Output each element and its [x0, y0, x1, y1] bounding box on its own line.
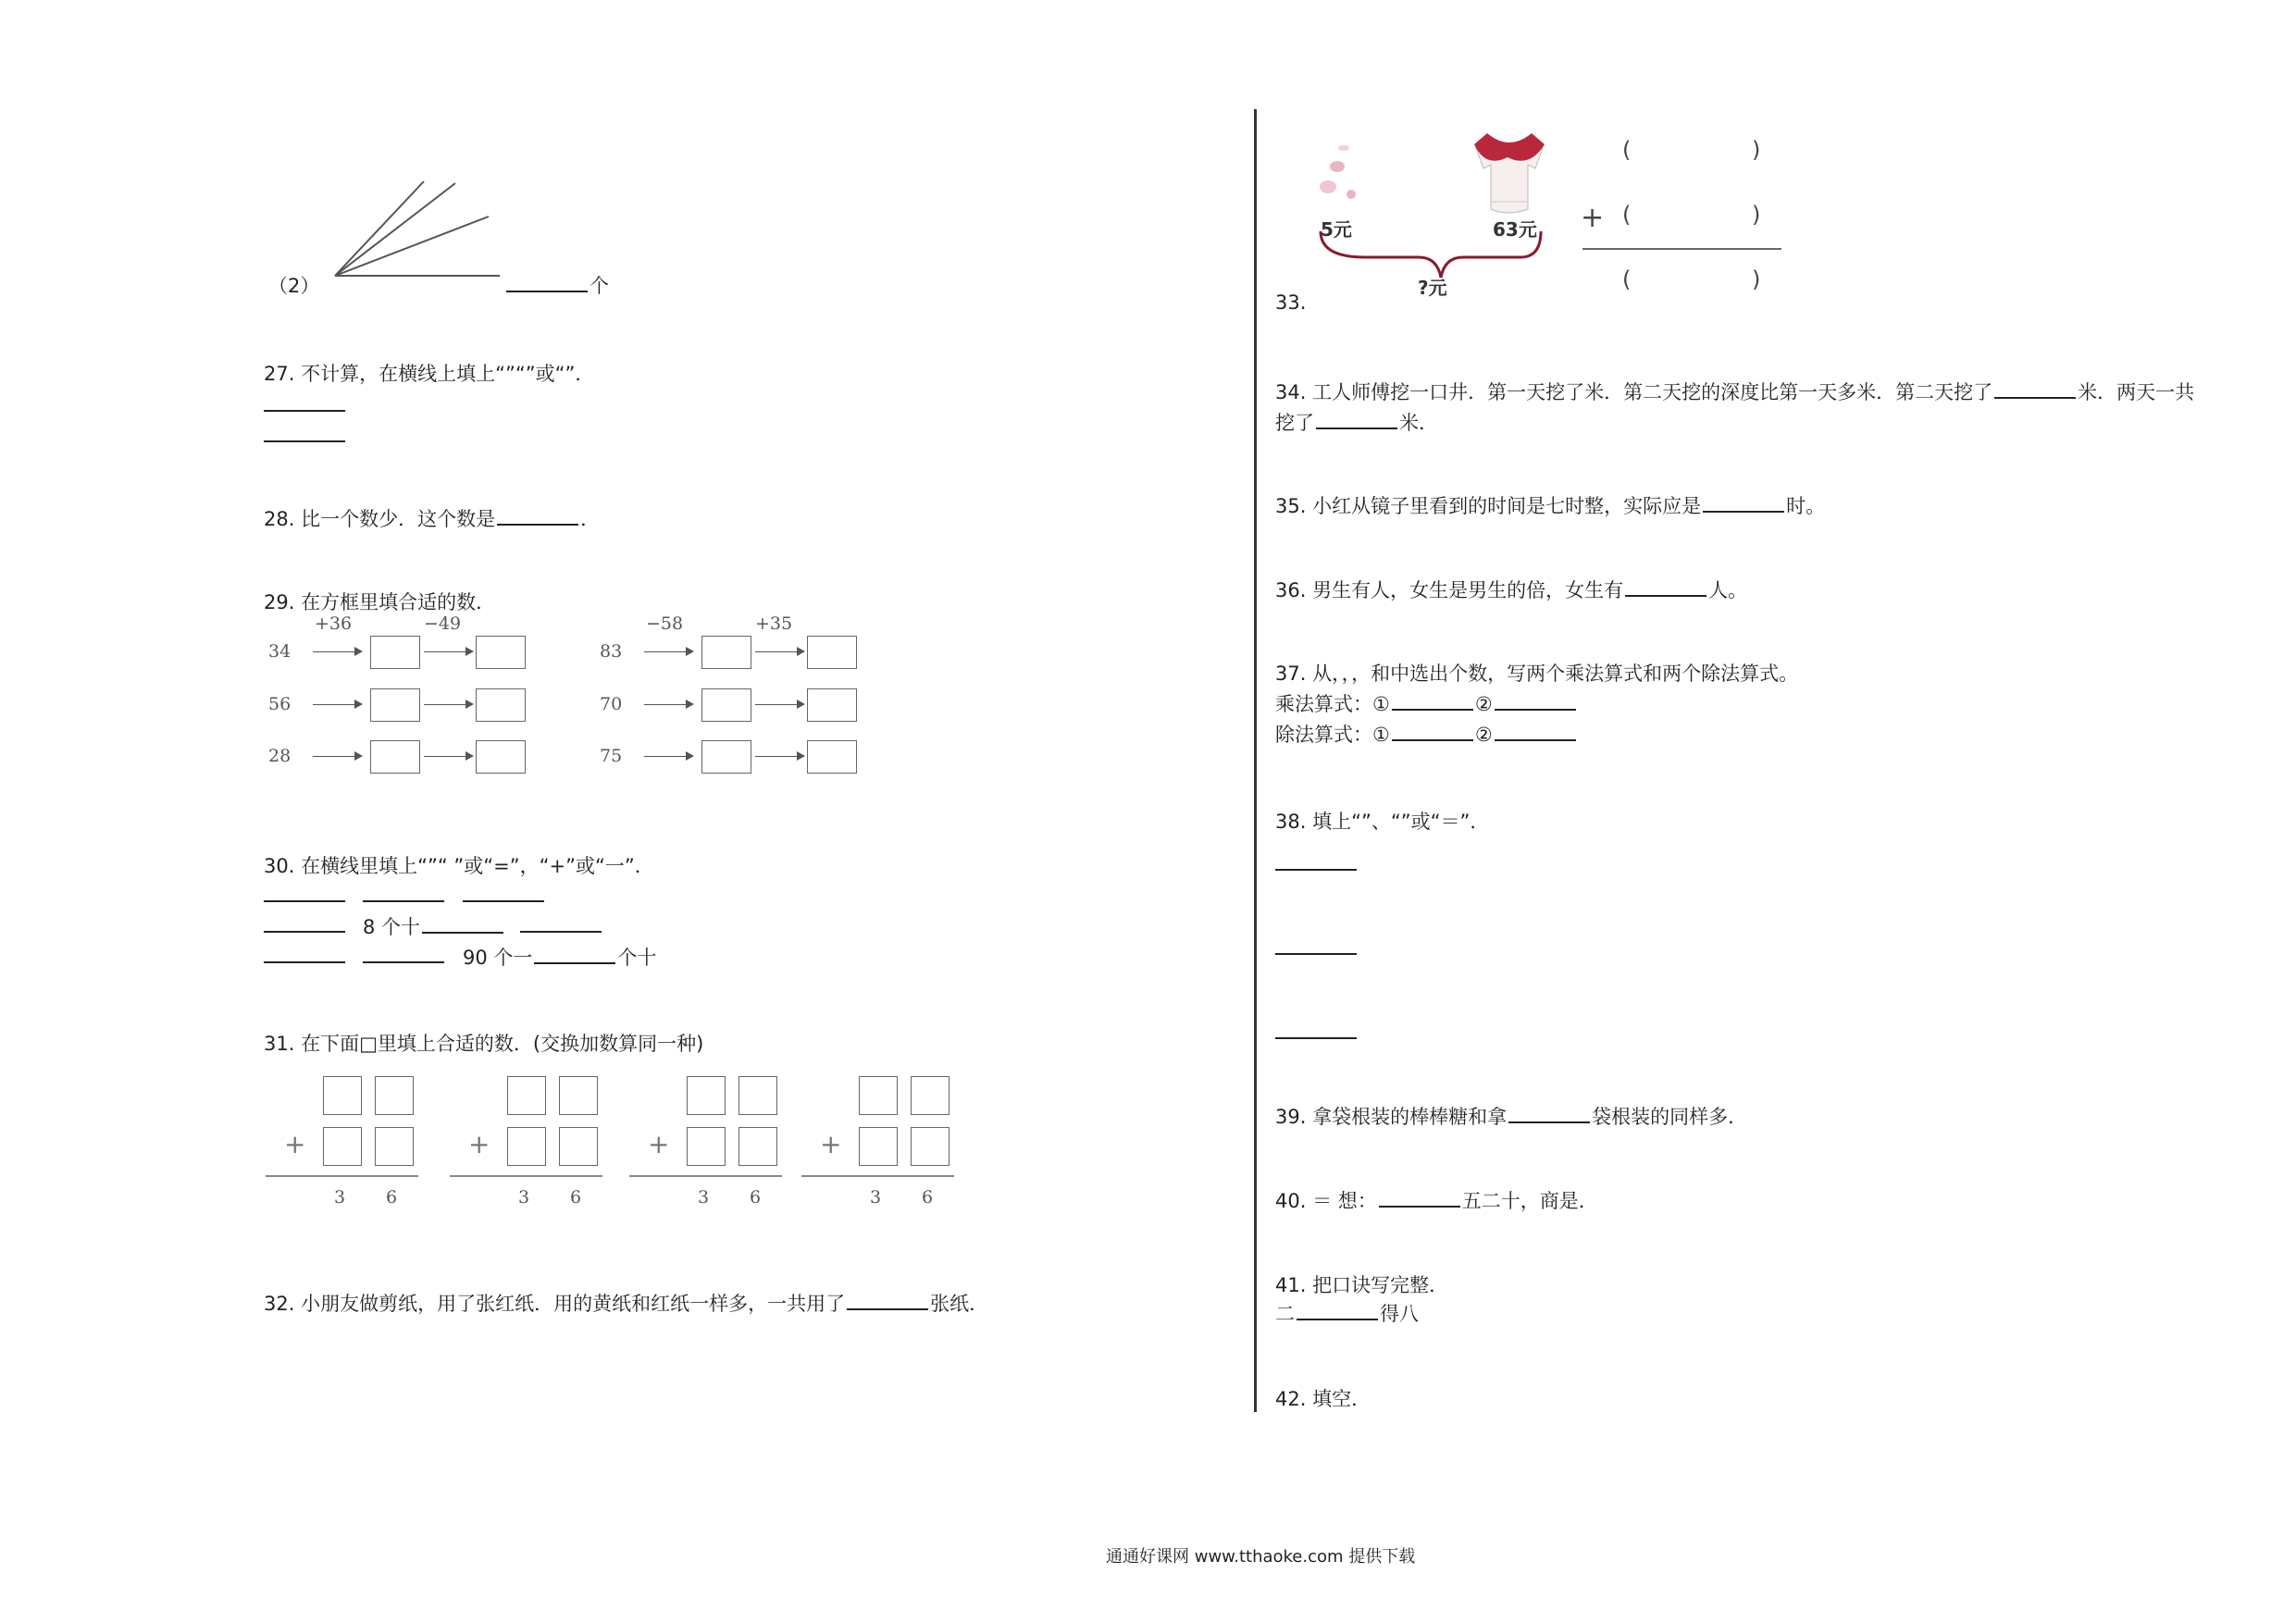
q34-blank-1[interactable]	[1994, 397, 2076, 399]
q30-blank-1[interactable]	[264, 900, 345, 902]
q31-addend2-ones-box[interactable]	[738, 1127, 777, 1166]
q31-sum-tens: 3	[334, 1187, 346, 1208]
q39-blank[interactable]	[1508, 1121, 1590, 1123]
q36-text: 36. 男生有人，女生是男生的倍，女生有	[1275, 579, 1624, 601]
q37-div-blank-1[interactable]	[1392, 739, 1473, 741]
q30-row2-mid	[363, 912, 505, 940]
q30-row2-text: 8 个十	[363, 916, 421, 938]
q31-sum-ones: 6	[570, 1187, 582, 1208]
q32-question	[264, 1289, 988, 1317]
q34-line2-tail: 米．	[1399, 412, 1438, 434]
page-footer: 通通好课网 www.tthaoke.com 提供下载	[1106, 1547, 1416, 1567]
candy-icon	[1320, 145, 1356, 199]
q36-tail: 人。	[1708, 579, 1748, 601]
q39-tail: 袋根装的同样多．	[1592, 1106, 1748, 1128]
q39-question	[1275, 1102, 1747, 1130]
arrow-right-icon	[424, 704, 472, 705]
q29-left-op2: −49	[424, 613, 462, 634]
q28-blank[interactable]	[497, 524, 578, 526]
q41-question: 41. 把口诀写完整．	[1275, 1274, 1449, 1296]
q29-right-op2: +35	[755, 613, 793, 634]
q29-answer-box[interactable]	[807, 740, 857, 774]
arrow-right-icon	[755, 704, 803, 705]
q38-question: 38. 填上“”、“”或“＝”．	[1275, 811, 1490, 833]
q29-right-start: 83	[600, 641, 623, 662]
q31-addend2-tens-box[interactable]	[859, 1127, 898, 1166]
q31-sum-tens: 3	[870, 1187, 882, 1208]
q35-text: 35. 小红从镜子里看到的时间是七时整，实际应是	[1275, 495, 1702, 517]
q34-blank-2[interactable]	[1316, 427, 1397, 429]
column-divider	[1254, 109, 1257, 1412]
q35-question	[1275, 491, 1825, 519]
q31-sum-ones: 6	[922, 1187, 934, 1208]
q34-line1	[1275, 378, 2194, 405]
q29-answer-box[interactable]	[807, 636, 857, 669]
q29-answer-box[interactable]	[370, 688, 420, 722]
q29-left-start: 56	[268, 694, 292, 714]
q30-row3-mid	[463, 943, 656, 971]
q33-price-candy: 5元	[1321, 218, 1352, 241]
q31-sum-tens: 3	[518, 1187, 530, 1208]
q33-price-shirt: 63元	[1493, 218, 1537, 241]
q34-line2-head: 挖了	[1275, 412, 1314, 434]
q35-blank[interactable]	[1703, 511, 1784, 513]
q28-text: 28. 比一个数少．这个数是	[264, 508, 496, 530]
q31-addend1-tens-box[interactable]	[323, 1076, 362, 1115]
q26-blank[interactable]	[506, 291, 588, 292]
q40-question	[1275, 1186, 1598, 1214]
q32-text: 32. 小朋友做剪纸，用了张红纸．用的黄纸和红纸一样多，一共用了	[264, 1293, 846, 1315]
q33-paren-close-3: )	[1752, 266, 1761, 292]
q33-paren-close-1: )	[1752, 137, 1761, 163]
q31-addend2-tens-box[interactable]	[507, 1127, 546, 1166]
q42-question: 42. 填空．	[1275, 1388, 1371, 1410]
q36-question	[1275, 576, 1747, 603]
q32-blank[interactable]	[847, 1308, 928, 1310]
q29-answer-box[interactable]	[701, 688, 751, 722]
q31-addend1-ones-box[interactable]	[559, 1076, 598, 1115]
q29-left-start: 34	[268, 641, 292, 662]
q37-mul-blank-1[interactable]	[1392, 709, 1473, 711]
q33-total: ?元	[1418, 277, 1447, 299]
q28-tail: ．	[580, 508, 601, 530]
q29-answer-box[interactable]	[476, 740, 526, 774]
q29-answer-box[interactable]	[476, 688, 526, 722]
q37-question: 37. 从，，，和中选出个数，写两个乘法算式和两个除法算式。	[1275, 663, 1799, 685]
q31-addend1-tens-box[interactable]	[687, 1076, 726, 1115]
q29-answer-box[interactable]	[476, 636, 526, 669]
q32-tail: 张纸．	[930, 1293, 989, 1315]
q31-sum-line	[629, 1175, 782, 1177]
q29-right-start: 75	[600, 746, 623, 766]
q34-line2	[1275, 408, 1438, 436]
q29-answer-box[interactable]	[807, 688, 857, 722]
q30-blank-7[interactable]	[264, 961, 345, 963]
q28-question	[264, 504, 600, 532]
q30-question: 30. 在横线里填上“”“ ”或“=”，“+”或“一”．	[264, 855, 654, 877]
q33-figure	[1300, 120, 1818, 305]
q31-addend1-ones-box[interactable]	[738, 1076, 777, 1115]
q40-tail: 五二十，商是．	[1461, 1190, 1598, 1212]
q30-row3-tail: 个十	[617, 947, 657, 969]
arrow-right-icon	[424, 756, 472, 757]
q41-tail: 得八	[1380, 1303, 1419, 1325]
q26-unit: 个	[590, 275, 609, 297]
q29-left-op1: +36	[315, 613, 353, 634]
q41-blank[interactable]	[1297, 1319, 1378, 1320]
q35-tail: 时。	[1786, 495, 1826, 517]
q30-blank-8[interactable]	[363, 961, 444, 963]
q29-right-op1: −58	[646, 613, 684, 634]
q37-div-label: 除法算式：	[1275, 724, 1372, 746]
arrow-right-icon	[313, 704, 361, 705]
q31-addend2-ones-box[interactable]	[375, 1127, 414, 1166]
q40-text: 40. ＝ 想：	[1275, 1190, 1377, 1212]
arrow-right-icon	[644, 756, 692, 757]
q27-blank-2[interactable]	[264, 440, 345, 442]
q33-plus: +	[1581, 202, 1605, 234]
q27-blank-1[interactable]	[264, 410, 345, 412]
q30-blank-5[interactable]	[422, 932, 503, 934]
q39-text: 39. 拿袋根装的棒棒糖和拿	[1275, 1106, 1508, 1128]
q31-addend2-ones-box[interactable]	[911, 1127, 949, 1166]
q38-blank-1[interactable]	[1275, 869, 1357, 871]
q26-label: （2）	[268, 275, 320, 297]
q31-addend1-tens-box[interactable]	[859, 1076, 898, 1115]
q37-mul-row	[1275, 689, 1578, 717]
q37-circle-2: ②	[1474, 693, 1493, 715]
q33-sum-line	[1582, 248, 1781, 250]
q31-sum-line	[801, 1175, 954, 1177]
q31-plus-sign: +	[820, 1129, 842, 1159]
arrow-right-icon	[313, 756, 361, 757]
arrow-right-icon	[644, 704, 692, 705]
arrow-right-icon	[755, 756, 803, 757]
q33-paren-open-3: (	[1622, 266, 1632, 292]
angle-rays-figure	[324, 176, 509, 287]
q34-text: 34. 工人师傅挖一口井．第一天挖了米．第二天挖的深度比第一天多米．第二天挖了	[1275, 381, 1993, 403]
q41-head: 二	[1275, 1303, 1295, 1325]
q34-line1-tail: 米．两天一共	[2078, 381, 2195, 403]
q31-addend1-ones-box[interactable]	[911, 1076, 949, 1115]
q31-plus-sign: +	[468, 1129, 490, 1159]
arrow-right-icon	[424, 651, 472, 652]
q33-paren-open-1: (	[1622, 137, 1632, 163]
q29-answer-box[interactable]	[370, 740, 420, 774]
q38-blank-3[interactable]	[1275, 1037, 1357, 1039]
q37-div-row	[1275, 720, 1578, 748]
q33-number: 33.	[1275, 291, 1307, 314]
arrow-right-icon	[755, 651, 803, 652]
arrow-right-icon	[644, 651, 692, 652]
q37-circle-1: ①	[1372, 693, 1390, 715]
q33-paren-open-2: (	[1622, 202, 1632, 228]
q31-sum-ones: 6	[750, 1187, 762, 1208]
q29-question: 29. 在方框里填合适的数．	[264, 591, 496, 613]
q29-left-start: 28	[268, 746, 292, 766]
q31-sum-tens: 3	[698, 1187, 710, 1208]
q30-row3-text: 90 个一	[463, 947, 533, 969]
q30-blank-2[interactable]	[363, 900, 444, 902]
q31-plus-sign: +	[648, 1129, 670, 1159]
q31-addend1-tens-box[interactable]	[507, 1076, 546, 1115]
shirt-icon	[1474, 133, 1545, 213]
q37-div-blank-2[interactable]	[1495, 739, 1576, 741]
q29-answer-box[interactable]	[701, 636, 751, 669]
q33-paren-close-2: )	[1752, 202, 1761, 228]
q37-mul-label: 乘法算式：	[1275, 693, 1372, 715]
arrow-right-icon	[313, 651, 361, 652]
q30-blank-3[interactable]	[463, 900, 544, 902]
q31-sum-line	[266, 1175, 418, 1177]
q29-right-start: 70	[600, 694, 623, 714]
q31-addend1-ones-box[interactable]	[375, 1076, 414, 1115]
q27-question: 27. 不计算，在横线上填上“”“”或“”．	[264, 363, 595, 385]
q38-blank-2[interactable]	[1275, 953, 1357, 955]
q30-blank-6[interactable]	[520, 931, 602, 933]
q31-sum-line	[450, 1175, 602, 1177]
q31-sum-ones: 6	[386, 1187, 398, 1208]
q31-addend2-tens-box[interactable]	[687, 1127, 726, 1166]
q31-question: 31. 在下面□里填上合适的数．(交换加数算同一种)	[264, 1033, 704, 1055]
q37-circle-3: ①	[1372, 724, 1390, 746]
q36-blank[interactable]	[1625, 595, 1706, 597]
q26-answer-row	[504, 271, 609, 299]
q31-addend2-tens-box[interactable]	[323, 1127, 362, 1166]
q29-answer-box[interactable]	[701, 740, 751, 774]
q40-blank[interactable]	[1379, 1206, 1460, 1208]
q31-plus-sign: +	[284, 1129, 306, 1159]
q37-mul-blank-2[interactable]	[1495, 709, 1576, 711]
q30-blank-4[interactable]	[264, 931, 345, 933]
q30-blank-9[interactable]	[534, 962, 615, 964]
q31-addend2-ones-box[interactable]	[559, 1127, 598, 1166]
q29-answer-box[interactable]	[370, 636, 420, 669]
q37-circle-4: ②	[1474, 724, 1493, 746]
q41-answer-row	[1275, 1299, 1419, 1327]
